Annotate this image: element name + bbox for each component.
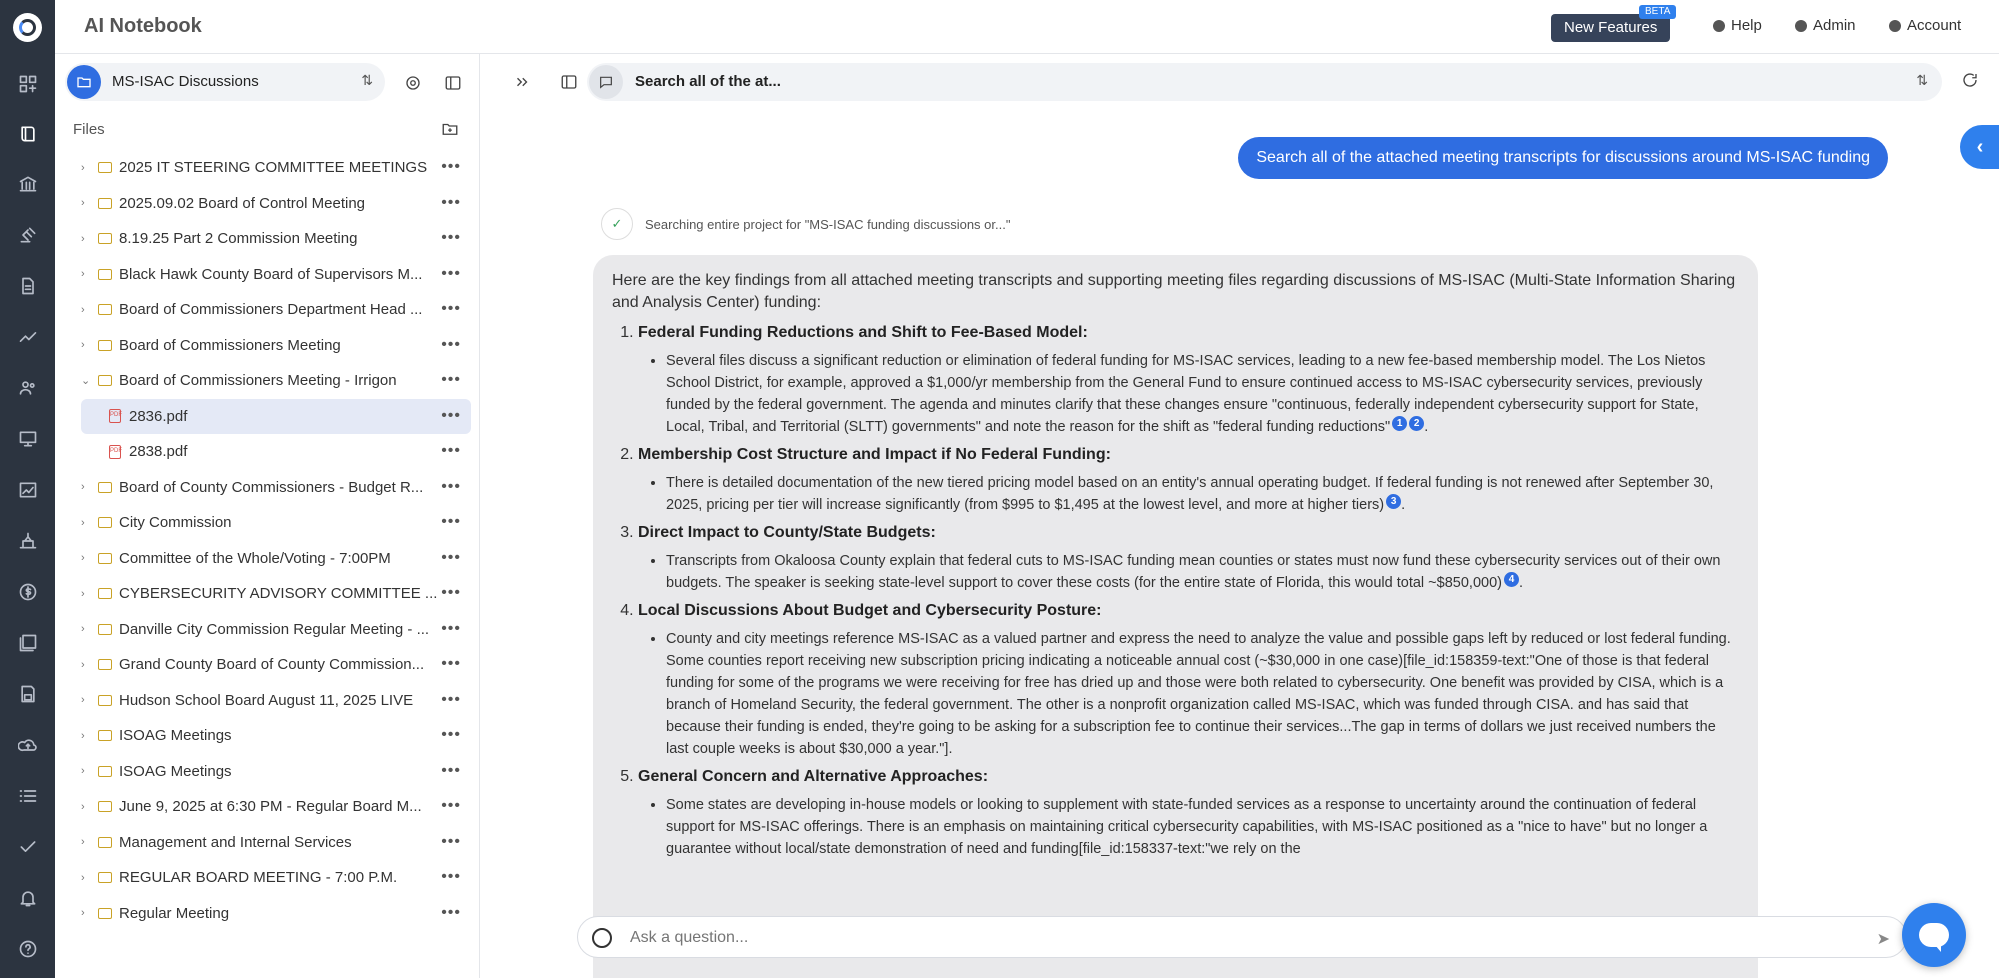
help-icon[interactable] — [16, 937, 40, 961]
tree-item[interactable]: › Black Hawk County Board of Supervisors M... ••• — [81, 264, 461, 283]
folder-icon — [98, 801, 112, 812]
chart-icon[interactable] — [16, 478, 40, 502]
bank-icon[interactable] — [16, 172, 40, 196]
finding-body: Transcripts from Okaloosa County explain that federal cuts to MS-ISAC funding mean counties or states must now fund these cybersecurity services out of their own budgets. The speaker is seeking state-level support to cover these costs (for the entire state of Florida, this would total ~$850,000) — [666, 553, 1721, 591]
app-title: AI Notebook — [84, 15, 202, 37]
tree-item[interactable]: › REGULAR BOARD MEETING - 7:00 P.M. ••• — [81, 868, 461, 887]
check-icon[interactable] — [16, 835, 40, 859]
more-icon[interactable]: ••• — [441, 300, 461, 317]
folder-icon — [98, 553, 112, 564]
more-icon[interactable]: ••• — [441, 477, 461, 495]
more-icon[interactable]: ••• — [441, 442, 461, 459]
finding-heading: Membership Cost Structure and Impact if No Federal Funding: — [638, 446, 1111, 463]
chevron-right-icon[interactable]: › — [81, 623, 85, 636]
more-icon[interactable]: ••• — [441, 406, 461, 424]
tree-item[interactable]: › 8.19.25 Part 2 Commission Meeting ••• — [81, 229, 461, 248]
chevron-right-icon[interactable]: › — [81, 871, 85, 884]
more-icon[interactable]: ••• — [441, 619, 461, 637]
dashboard-icon[interactable] — [16, 72, 40, 96]
tree-item[interactable]: › Regular Meeting ••• — [81, 903, 461, 922]
status-text: Searching entire project for "MS-ISAC funding discussions or..." — [645, 216, 1011, 232]
more-icon[interactable]: ••• — [441, 690, 461, 708]
chevron-right-icon[interactable]: › — [81, 587, 85, 600]
bell-icon[interactable] — [16, 886, 40, 910]
folder-icon — [98, 375, 112, 386]
folder-icon — [98, 162, 112, 173]
check-icon: ✓ — [601, 208, 633, 240]
chevron-right-icon[interactable]: › — [81, 907, 85, 920]
user-icon — [1889, 20, 1901, 32]
users-icon[interactable] — [16, 376, 40, 400]
chevron-right-icon[interactable]: › — [81, 552, 85, 565]
chat-selector-text: Search all of the at... — [635, 73, 781, 90]
more-icon[interactable]: ••• — [441, 797, 461, 814]
more-icon[interactable]: ••• — [441, 371, 461, 388]
more-icon[interactable]: ••• — [441, 868, 461, 885]
chat-selector[interactable] — [587, 63, 1942, 101]
account-link[interactable] — [1889, 17, 1961, 34]
tree-item[interactable]: › Board of Commissioners Meeting ••• — [81, 335, 461, 354]
project-name: MS-ISAC Discussions — [112, 73, 259, 90]
finding-item — [638, 600, 1739, 760]
more-icon[interactable]: ••• — [441, 193, 461, 211]
finding-heading: General Concern and Alternative Approaches: — [638, 768, 989, 785]
tree-item[interactable]: › Hudson School Board August 11, 2025 LIVE ••• — [81, 690, 461, 709]
finding-item — [638, 766, 1739, 860]
citation-badge[interactable]: 1 — [1392, 416, 1407, 431]
document-icon[interactable] — [16, 274, 40, 298]
file-sidebar — [55, 54, 480, 978]
new-folder-icon[interactable] — [441, 120, 459, 143]
folder-icon — [98, 340, 112, 351]
folder-icon — [98, 837, 112, 848]
folder-icon — [67, 65, 101, 99]
folder-icon — [98, 269, 112, 280]
tree-item[interactable]: › ISOAG Meetings ••• — [81, 761, 461, 780]
tree-item-file[interactable]: PDF 2836.pdf ••• — [81, 399, 471, 435]
assistant-message — [593, 255, 1758, 978]
admin-label: Admin — [1813, 17, 1856, 34]
chevron-right-icon[interactable]: › — [81, 481, 85, 494]
chevron-updown-icon: ⇅ — [361, 72, 373, 88]
help-label: Help — [1731, 17, 1762, 34]
more-icon[interactable]: ••• — [441, 761, 461, 779]
finding-body: County and city meetings reference MS-ISAC as a valued partner and express the need to analyze the value and possible gaps left by reduced or lost federal funding. Some counties report receiving new subscription pricing indicating a noticeable annual cost (~$30,000 in one case)[file_id:158359-text:"One of those is that federal funding for some of the programs we were receiving for free has dried up and those were both related to cybersecurity. One benefit was provided by CISA, which is a branch of Homeland Security, the federal government. The other is a nonprofit organization called MS-ISAC, which was funded through CISA. and has said that because their funding is ended, they're going to be asking for a subscription fee to continue their services...The gap in terms of dollars we just received numbers the last couple weeks is about $30,000 a year."]. — [666, 631, 1731, 757]
tree-item[interactable]: › Danville City Commission Regular Meeting - ... ••• — [81, 619, 461, 638]
more-icon[interactable]: ••• — [441, 548, 461, 566]
answer-intro: Here are the key findings from all attached meeting transcripts and supporting meeting files regarding discussions of MS-ISAC (Multi-State Information Sharing and Analysis Center) funding: — [612, 272, 1736, 311]
dollar-icon[interactable] — [16, 580, 40, 604]
more-icon[interactable]: ••• — [441, 584, 461, 601]
chevron-right-icon[interactable]: › — [81, 729, 85, 742]
files-label: Files — [73, 121, 105, 138]
finding-body: There is detailed documentation of the new tiered pricing model based on an entity's annual operating budget. If federal funding is not renewed after September 30, 2025, pricing per tier will increase significantly (from $995 to $1,495 at the lowest level, and more at higher tiers) — [666, 475, 1714, 513]
project-selector[interactable] — [65, 63, 385, 101]
findings-list — [612, 322, 1739, 860]
tree-item[interactable]: › 2025.09.02 Board of Control Meeting ••• — [81, 193, 461, 212]
save-icon[interactable] — [16, 682, 40, 706]
finding-item: 3. Direct Impact to County/State Budgets: • Transcripts from Okaloosa County explain that federal cuts to MS-ISAC funding mean counties or states must now fund these cybersecurity services out of their own budgets. The speaker is seeking state-level support to cover these costs (for the entire state of Florida, this would total ~$850,000) 4 . — [638, 522, 1739, 594]
finding-heading: Local Discussions About Budget and Cybersecurity Posture: — [638, 602, 1102, 619]
finding-heading: Federal Funding Reductions and Shift to Fee-Based Model: — [638, 324, 1088, 341]
folder-icon — [98, 624, 112, 635]
citation-badge[interactable]: 2 — [1409, 416, 1424, 431]
search-status — [601, 208, 1010, 240]
list-icon[interactable] — [16, 784, 40, 808]
folder-icon — [98, 304, 112, 315]
chevron-right-icon[interactable]: › — [81, 800, 85, 813]
tree-item[interactable]: › ISOAG Meetings ••• — [81, 726, 461, 745]
tree-item-file[interactable]: PDF 2838.pdf ••• — [110, 442, 461, 461]
chat-icon — [1919, 923, 1949, 947]
more-icon[interactable]: ••• — [441, 229, 461, 246]
more-icon[interactable]: ••• — [441, 832, 461, 850]
finding-item: 1. Federal Funding Reductions and Shift to Fee-Based Model: • Several files discuss a significant reduction or elimination of federal funding for MS-ISAC services, leading to a new fee-based membership model. The Los Nietos School District, for example, approved a $1,000/yr membership from the General Fund to ensure continued access to MS-ISAC cybersecurity services, previously funded by the federal government. The agenda and minutes clarify that these changes ensure "continuous, federally independent cybersecurity support for State, Local, Tribal, and Territorial (SLTT) governments" and note the reason for the shift as "federal funding reductions" 1 2 . — [638, 322, 1739, 438]
trend-icon[interactable] — [16, 325, 40, 349]
chevron-right-icon[interactable]: › — [81, 836, 85, 849]
finding-body: Several files discuss a significant reduction or elimination of federal funding for MS-ISAC services, leading to a new fee-based membership model. The Los Nietos School District, for example, approved a $1,000/yr membership from the General Fund to ensure continued access to MS-ISAC cybersecurity services, previously funded by the federal government. The agenda and minutes clarify that these changes ensure "continuous, federally independent cybersecurity support for State, Local, Tribal, and Territorial (SLTT) governments" and note the reason for the shift as "federal funding reductions" — [666, 353, 1706, 435]
chevron-right-icon[interactable]: › — [81, 516, 85, 529]
help-link[interactable] — [1713, 17, 1762, 34]
chevron-right-icon[interactable]: › — [81, 765, 85, 778]
settings-icon[interactable] — [402, 72, 424, 94]
chevron-down-icon[interactable]: ⌄ — [81, 375, 91, 388]
finding-item: 2. Membership Cost Structure and Impact if No Federal Funding: • There is detailed documentation of the new tiered pricing model based on an entity's annual operating budget. If federal funding is not renewed after September 30, 2025, pricing per tier will increase significantly (from $995 to $1,495 at the lowest level, and more at higher tiers) 3 . — [638, 444, 1739, 516]
citation-badge[interactable]: 4 — [1504, 572, 1519, 587]
chevron-right-icon[interactable]: › — [81, 268, 85, 281]
help-circle-icon — [1713, 20, 1725, 32]
question-input[interactable] — [630, 927, 1830, 949]
chat-bubble-icon — [589, 65, 623, 99]
finding-heading: Direct Impact to County/State Budgets: — [638, 524, 936, 541]
refresh-icon[interactable] — [1961, 71, 1979, 94]
pdf-icon: PDF — [109, 409, 121, 423]
chevron-right-icon[interactable]: › — [81, 161, 85, 174]
building-icon[interactable] — [16, 529, 40, 553]
support-chat-button[interactable] — [1902, 903, 1966, 967]
top-bar — [55, 0, 1999, 54]
more-icon[interactable]: ••• — [441, 264, 461, 282]
folder-icon — [98, 233, 112, 244]
app-logo[interactable] — [13, 13, 42, 42]
presentation-icon[interactable] — [16, 427, 40, 451]
library-icon[interactable] — [16, 631, 40, 655]
more-icon[interactable]: ••• — [441, 655, 461, 672]
send-icon[interactable]: ➤ — [1876, 931, 1890, 948]
finding-body: Some states are developing in-house models or looking to supplement with state-funded services as a response to uncertainty around the continuation of federal support for MS-ISAC offerings. There is an emphasis on maintaining critical cybersecurity capabilities, with MS-ISAC positioned as a "nice to have" but no longer a guarantee without local/state demonstration of need and funding[file_id:158337-text:"we rely on the — [666, 797, 1708, 857]
app-rail — [0, 0, 55, 978]
more-icon[interactable]: ••• — [441, 158, 461, 175]
folder-icon — [98, 730, 112, 741]
chevron-right-icon[interactable]: › — [81, 339, 85, 352]
ai-model-icon[interactable] — [592, 928, 612, 948]
tree-item[interactable]: › 2025 IT STEERING COMMITTEE MEETINGS ••• — [81, 158, 461, 177]
collapse-left-icon[interactable]: ‹ — [1960, 125, 1999, 169]
more-icon[interactable]: ••• — [441, 903, 461, 921]
tree-item[interactable]: › Grand County Board of County Commission... ••• — [81, 655, 461, 674]
folder-icon — [98, 482, 112, 493]
chevron-right-icon[interactable]: › — [81, 232, 85, 245]
folder-icon — [98, 659, 112, 670]
gavel-icon[interactable] — [16, 223, 40, 247]
beta-badge: BETA — [1639, 5, 1676, 19]
folder-icon — [98, 766, 112, 777]
chevron-right-icon[interactable]: › — [81, 658, 85, 671]
tree-item[interactable]: › City Commission ••• — [81, 513, 461, 532]
tree-item[interactable]: ⌄ Board of Commissioners Meeting - Irrigon ••• — [81, 371, 461, 390]
folder-icon — [98, 198, 112, 209]
chevron-right-icon[interactable]: › — [81, 694, 85, 707]
expand-icon[interactable] — [511, 71, 533, 93]
tree-item[interactable]: › Board of County Commissioners - Budget R... ••• — [81, 477, 461, 496]
ask-bar — [577, 916, 1907, 958]
user-message: Search all of the attached meeting transcripts for discussions around MS-ISAC funding — [1238, 137, 1888, 179]
cloud-upload-icon[interactable] — [16, 733, 40, 757]
chat-panel — [481, 54, 1999, 978]
tree-item[interactable]: › Management and Internal Services ••• — [81, 832, 461, 851]
admin-link[interactable] — [1795, 17, 1856, 34]
more-icon[interactable]: ••• — [441, 726, 461, 743]
chevron-updown-icon: ⇅ — [1916, 72, 1928, 88]
folder-icon — [98, 695, 112, 706]
tree-item[interactable]: › June 9, 2025 at 6:30 PM - Regular Board M... ••• — [81, 797, 461, 816]
panel-toggle-icon[interactable] — [558, 71, 580, 93]
citation-badge[interactable]: 3 — [1386, 494, 1401, 509]
notebook-icon[interactable] — [16, 122, 40, 146]
folder-icon — [98, 872, 112, 883]
tree-item[interactable]: › CYBERSECURITY ADVISORY COMMITTEE ... ••• — [81, 584, 461, 603]
sidebar-toggle-icon[interactable] — [442, 72, 464, 94]
new-features-button[interactable]: New Features — [1551, 14, 1670, 42]
file-tree — [81, 150, 471, 931]
more-icon[interactable]: ••• — [441, 335, 461, 353]
pdf-icon: PDF — [109, 445, 121, 459]
folder-icon — [98, 517, 112, 528]
account-label: Account — [1907, 17, 1962, 34]
folder-icon — [98, 908, 112, 919]
gear-icon — [1795, 20, 1807, 32]
more-icon[interactable]: ••• — [441, 513, 461, 530]
chevron-right-icon[interactable]: › — [81, 197, 85, 210]
chevron-right-icon[interactable]: › — [81, 303, 85, 316]
folder-icon — [98, 588, 112, 599]
tree-item[interactable]: › Committee of the Whole/Voting - 7:00PM ••• — [81, 548, 461, 567]
tree-item[interactable]: › Board of Commissioners Department Head ... ••• — [81, 300, 461, 319]
